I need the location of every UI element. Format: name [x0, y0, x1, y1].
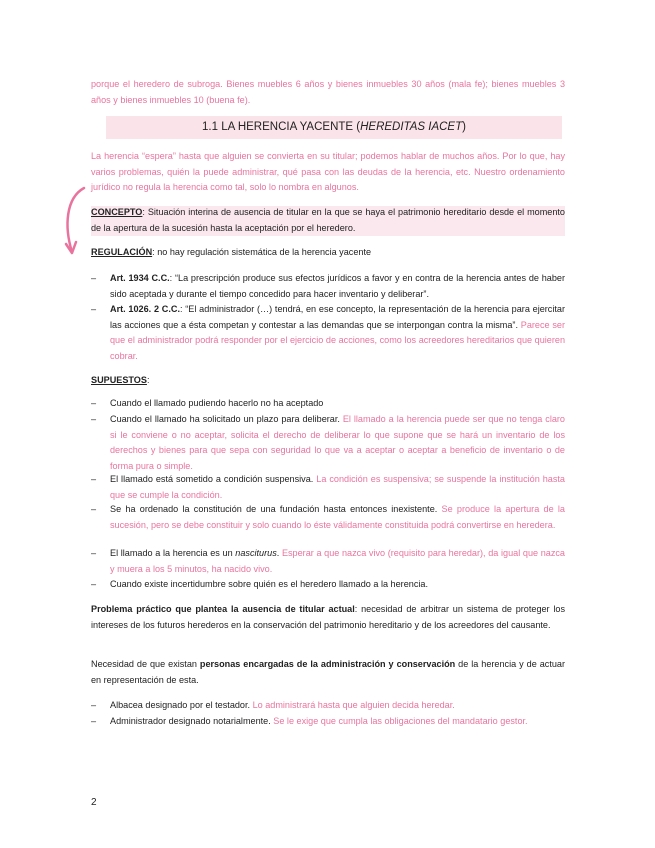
problema-paragraph: Problema práctico que plantea la ausencia de titular actual: necesidad de arbitrar un sistema de proteger los intereses de los futuros herederos en la conservación del patrimonio hereditario y de los acreedores del causante. [91, 604, 565, 630]
albacea-item: Albacea designado por el testador. Lo administrará hasta que alguien decida heredar. [110, 700, 455, 710]
list-bullet: – [91, 700, 97, 710]
section-heading: 1.1 LA HERENCIA YACENTE (HEREDITAS IACET) [202, 121, 466, 133]
supuesto-item: Se ha ordenado la constitución de una fundación hasta entonces inexistente. Se produce la apertura de la sucesión, pero se debe constituir y solo cuando lo éste válidamente constituida podrá convertirse en heredera. [110, 504, 565, 530]
regulacion-label: REGULACIÓN [91, 247, 153, 257]
intro-paragraph: porque el heredero de subroga. Bienes muebles 6 años y bienes inmuebles 30 años (mala fe); bienes muebles 3 años y bienes inmuebles 10 (buena fe). [91, 79, 565, 105]
curved-arrow-icon [60, 186, 90, 256]
supuesto-item: El llamado está sometido a condición suspensiva. La condición es suspensiva; se suspende la institución hasta que se cumple la condición. [110, 474, 565, 500]
albacea-item: Administrador designado notarialmente. Se le exige que cumpla las obligaciones del mandatario gestor. [110, 716, 528, 726]
list-bullet: – [91, 304, 97, 314]
article-item: Art. 1026. 2 C.C.: “El administrador (…) tendrá, en ese concepto, la representación de la herencia para ejercitar las acciones que a ésta competan y contestar a las demandas que se interpongan contra la misma”. Parece ser que el administrador podrá responder por el ejercicio de acciones, como los acreedores hereditarios que quieren cobrar. [110, 304, 566, 361]
article-item: Art. 1934 C.C.: “La prescripción produce sus efectos jurídicos a favor y en contra de la herencia antes de haber sido aceptada y durante el tiempo concedido para hacer inventario y deliberar”. [110, 273, 565, 299]
regulacion-paragraph: REGULACIÓN: no hay regulación sistemática de la herencia yacente [91, 247, 372, 257]
list-bullet: – [91, 579, 97, 589]
list-bullet: – [91, 273, 97, 283]
list-bullet: – [91, 548, 97, 558]
supuesto-item: Cuando el llamado ha solicitado un plazo para deliberar. El llamado a la herencia puede ser que no tenga claro si le conviene o no aceptar, solicita el derecho de deliberar lo que supone que se hará un inventario de los derechos y bienes para que sepa con seguridad lo que va a aceptar o aceptar a beneficio de inventario o de forma pura o simple. [110, 414, 565, 471]
supuesto-item: El llamado a la herencia es un nasciturus. Esperar a que nazca vivo (requisito para heredar), da igual que nazca y muera a los 5 minutos, ha nacido vivo. [110, 548, 565, 574]
necesidad-paragraph: Necesidad de que existan personas encargadas de la administración y conservación de la herencia y de actuar en representación de esta. [91, 659, 565, 685]
list-bullet: – [91, 474, 97, 484]
supuesto-item: Cuando existe incertidumbre sobre quién es el heredero llamado a la herencia. [110, 579, 428, 589]
list-bullet: – [91, 398, 97, 408]
herencia-intro-paragraph: La herencia “espera” hasta que alguien se convierta en su titular; podemos hablar de muchos años. Por lo que, hay varios problemas, quién la puede administrar, qué pasa con las deudas de la herencia, etc. Nuestro ordenamiento jurídico no regula la herencia como tal, solo lo nombra en algunos. [91, 151, 565, 192]
list-bullet: – [91, 504, 97, 514]
list-bullet: – [91, 414, 97, 424]
supuestos-heading: SUPUESTOS: [91, 375, 150, 385]
list-bullet: – [91, 716, 97, 726]
concepto-label: CONCEPTO [91, 207, 143, 217]
page-number: 2 [91, 797, 97, 808]
concepto-paragraph: CONCEPTO: Situación interina de ausencia de titular en la que se haya el patrimonio hereditario desde el momento de la apertura de la sucesión hasta la aceptación por el heredero. [91, 207, 565, 233]
supuesto-item: Cuando el llamado pudiendo hacerlo no ha aceptado [110, 398, 324, 408]
